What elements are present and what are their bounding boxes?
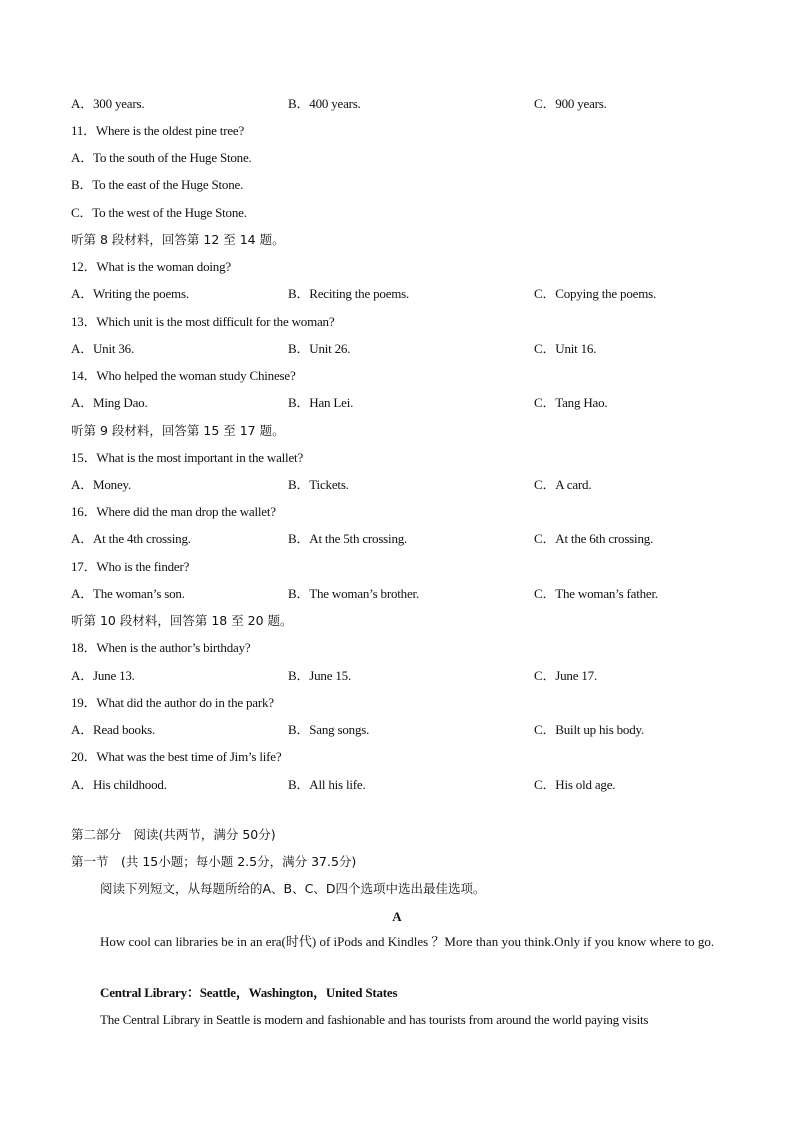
q19-option-b: B．Sang songs. (288, 722, 370, 737)
part-2-subtitle: 第一节 (共 15小题；每小题 2.5分，满分 37.5分) (71, 854, 357, 869)
part-2-instruction: 阅读下列短文，从每题所给的A、B、C、D四个选项中选出最佳选项。 (100, 881, 486, 896)
q15-question: 15．What is the most important in the wallet? (71, 450, 304, 465)
section-9-intro: 听第 9 段材料，回答第 15 至 17 题。 (71, 423, 285, 438)
q18-option-c: C．June 17. (534, 668, 598, 683)
q13-option-a: A．Unit 36. (71, 341, 135, 356)
q17-option-a: A．The woman’s son. (71, 586, 185, 601)
q19-question: 19．What did the author do in the park? (71, 695, 274, 710)
section-8-intro: 听第 8 段材料，回答第 12 至 14 题。 (71, 232, 285, 247)
q19-option-c: C．Built up his body. (534, 722, 645, 737)
q18-option-a: A．June 13. (71, 668, 135, 683)
library-text: The Central Library in Seattle is modern and fashionable and has tourists from around the world paying visits (100, 1012, 649, 1027)
part-2-title: 第二部分 阅读(共两节，满分 50分) (71, 827, 276, 842)
q12-option-a: A．Writing the poems. (71, 286, 189, 301)
q18-question: 18．When is the author’s birthday? (71, 640, 251, 655)
q17-option-c: C．The woman’s father. (534, 586, 658, 601)
q10-option-c: C．900 years. (534, 96, 607, 111)
q14-option-b: B．Han Lei. (288, 395, 354, 410)
passage-label: A (392, 909, 402, 924)
q17-option-b: B．The woman’s brother. (288, 586, 419, 601)
q11-option-c: C．To the west of the Huge Stone. (71, 205, 247, 220)
q20-question: 20．What was the best time of Jim’s life? (71, 749, 282, 764)
q14-option-a: A．Ming Dao. (71, 395, 148, 410)
q20-option-b: B．All his life. (288, 777, 366, 792)
q19-option-a: A．Read books. (71, 722, 156, 737)
q12-option-c: C．Copying the poems. (534, 286, 657, 301)
q14-option-c: C．Tang Hao. (534, 395, 608, 410)
q12-option-b: B．Reciting the poems. (288, 286, 410, 301)
q11-question: 11．Where is the oldest pine tree? (71, 123, 245, 138)
q12-question: 12．What is the woman doing? (71, 259, 231, 274)
q18-option-b: B．June 15. (288, 668, 352, 683)
q13-option-c: C．Unit 16. (534, 341, 597, 356)
passage-intro: How cool can libraries be in an era(时代) of iPods and Kindles ？More than you think.Only if you know where to go. (100, 934, 715, 949)
q16-option-b: B．At the 5th crossing. (288, 531, 408, 546)
q15-option-a: A．Money. (71, 477, 132, 492)
q10-option-b: B．400 years. (288, 96, 361, 111)
q15-option-c: C．A card. (534, 477, 592, 492)
q10-option-a: A．300 years. (71, 96, 145, 111)
q20-option-c: C．His old age. (534, 777, 616, 792)
q13-question: 13．Which unit is the most difficult for the woman? (71, 314, 335, 329)
q13-option-b: B．Unit 26. (288, 341, 351, 356)
q14-question: 14．Who helped the woman study Chinese? (71, 368, 296, 383)
library-heading: Central Library：Seattle，Washington，United States (100, 985, 398, 1000)
q15-option-b: B．Tickets. (288, 477, 349, 492)
q16-option-c: C．At the 6th crossing. (534, 531, 654, 546)
section-10-intro: 听第 10 段材料，回答第 18 至 20 题。 (71, 613, 293, 628)
q16-option-a: A．At the 4th crossing. (71, 531, 191, 546)
q11-option-b: B．To the east of the Huge Stone. (71, 177, 244, 192)
q16-question: 16．Where did the man drop the wallet? (71, 504, 276, 519)
q20-option-a: A．His childhood. (71, 777, 167, 792)
q17-question: 17．Who is the finder? (71, 559, 190, 574)
q11-option-a: A．To the south of the Huge Stone. (71, 150, 252, 165)
